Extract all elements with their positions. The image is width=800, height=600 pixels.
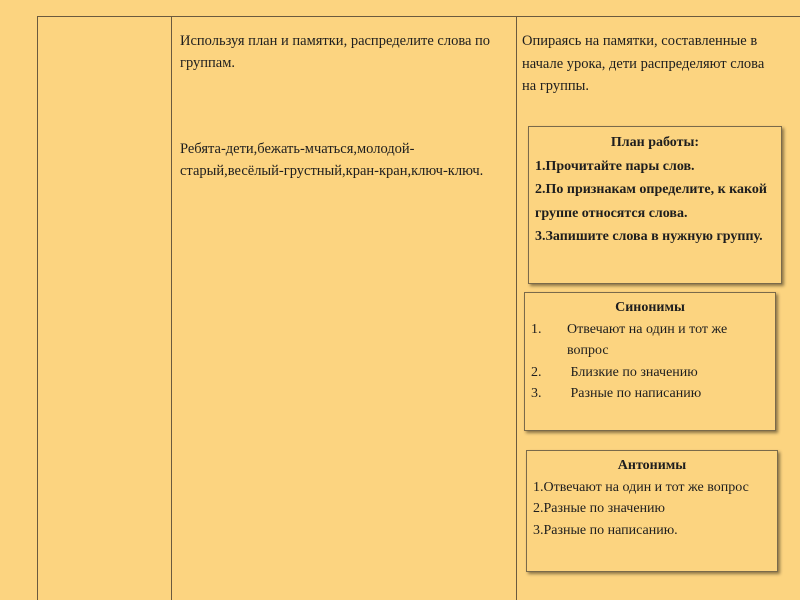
table-border-col3	[516, 16, 517, 600]
table-border-left	[37, 16, 38, 600]
antonyms-item-2: 2.Разные по значению	[533, 501, 666, 516]
synonyms-item-2-text: Близкие по значению	[567, 364, 698, 380]
work-plan-step-2: 2.По признакам определите, к какой группе относятся слова.	[535, 182, 767, 221]
synonyms-item-1	[531, 319, 769, 362]
synonyms-box	[524, 292, 776, 431]
synonyms-item-2-num: 2.	[531, 364, 542, 380]
task-instruction: Используя план и памятки, распределите слова по группам.	[180, 33, 491, 71]
antonyms-title: Антонимы	[617, 458, 687, 473]
antonyms-item-3: 3.Разные по написанию.	[533, 522, 678, 538]
antonyms-box	[526, 450, 778, 572]
word-pairs: Ребята-дети,бежать-мчаться,молодой-старый,весёлый-грустный,кран-кран,ключ-ключ.	[180, 141, 484, 179]
synonyms-item-3-num: 3.	[531, 386, 542, 401]
synonyms-item-1-text: Отвечают на один и тот же вопрос	[567, 321, 728, 358]
work-plan-step-3: 3.Запишите слова в нужную группу.	[535, 229, 763, 244]
table-border-col2	[171, 16, 172, 600]
antonyms-item-1: 1.Отвечают на один и тот же вопрос	[533, 479, 749, 495]
work-plan-box	[528, 126, 782, 284]
synonyms-item-1-num: 1.	[531, 321, 542, 337]
synonyms-title: Синонимы	[615, 300, 685, 315]
work-plan-title: План работы:	[610, 135, 700, 150]
teacher-comment: Опираясь на памятки, составленные в начале урока, дети распределяют слова на группы.	[522, 33, 765, 94]
work-plan-step-1: 1.Прочитайте пары слов.	[535, 158, 695, 174]
table-top-border	[37, 16, 800, 17]
synonyms-item-2	[531, 362, 769, 384]
synonyms-item-3-text: Разные по написанию	[567, 386, 702, 401]
synonyms-item-3	[531, 383, 769, 405]
